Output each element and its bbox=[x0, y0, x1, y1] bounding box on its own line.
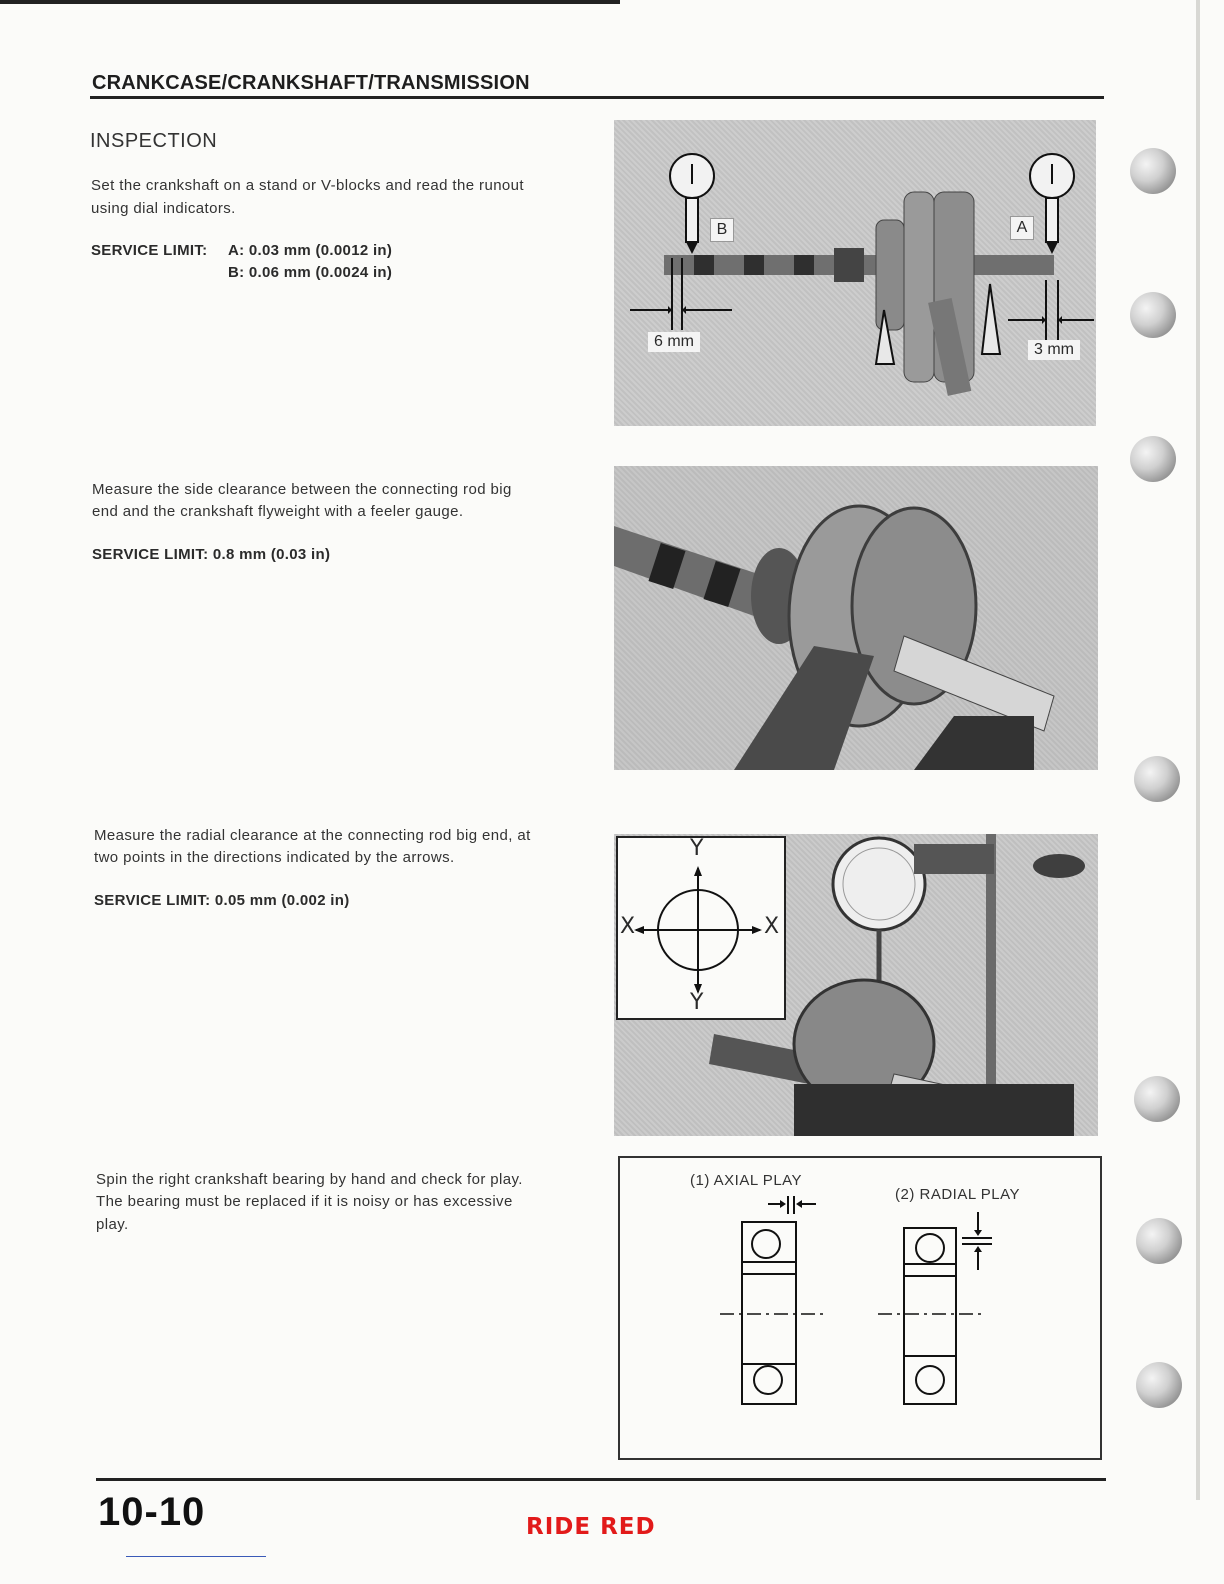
binder-hole bbox=[1130, 436, 1176, 482]
axis-x-left-label: X bbox=[620, 914, 636, 939]
binder-hole bbox=[1134, 756, 1180, 802]
section-header: CRANKCASE/CRANKSHAFT/TRANSMISSION bbox=[92, 72, 530, 94]
binder-hole bbox=[1130, 292, 1176, 338]
radial-clearance-text-line-1: Measure the radial clearance at the connecting rod big end, at bbox=[94, 827, 531, 844]
binder-hole bbox=[1134, 1076, 1180, 1122]
feeler-gauge-photo bbox=[614, 466, 1098, 770]
runout-limit-b: B: 0.06 mm (0.0024 in) bbox=[228, 264, 393, 281]
crankshaft-runout-photo bbox=[614, 120, 1096, 426]
binder-hole bbox=[1136, 1362, 1182, 1408]
crankshaft-runout-illustration bbox=[614, 120, 1096, 426]
axis-y-bottom-label: Y bbox=[690, 990, 704, 1015]
bearing-text-line-3: play. bbox=[96, 1216, 129, 1233]
runout-text-line-2: using dial indicators. bbox=[91, 200, 236, 217]
runout-limit-label: SERVICE LIMIT: bbox=[91, 242, 208, 259]
bearing-text-line-1: Spin the right crankshaft bearing by hand and check for play. bbox=[96, 1171, 523, 1188]
side-clearance-text-line-1: Measure the side clearance between the connecting rod big bbox=[92, 481, 512, 498]
side-clearance-limit: SERVICE LIMIT: 0.8 mm (0.03 in) bbox=[92, 546, 331, 563]
axial-play-label: (1) AXIAL PLAY bbox=[690, 1172, 803, 1189]
side-clearance-text-line-2: end and the crankshaft flyweight with a feeler gauge. bbox=[92, 503, 464, 520]
header-rule bbox=[90, 96, 1104, 99]
bearing-text-line-2: The bearing must be replaced if it is noisy or has excessive bbox=[96, 1193, 513, 1210]
dimension-6mm: 6 mm bbox=[648, 332, 700, 352]
binder-hole bbox=[1136, 1218, 1182, 1264]
runout-text-line-1: Set the crankshaft on a stand or V-blocks and read the runout bbox=[91, 177, 524, 194]
indicator-b-label: B bbox=[710, 218, 734, 242]
indicator-a-label: A bbox=[1010, 216, 1034, 240]
page-edge bbox=[1196, 0, 1200, 1500]
page-number: 10-10 bbox=[98, 1490, 206, 1534]
top-border bbox=[0, 0, 620, 4]
runout-limit-a: A: 0.03 mm (0.0012 in) bbox=[228, 242, 393, 259]
feeler-gauge-illustration bbox=[614, 466, 1098, 770]
bearing-play-illustration bbox=[620, 1158, 1100, 1458]
brand-logo: RIDE RED bbox=[526, 1514, 656, 1540]
bearing-play-diagram bbox=[618, 1156, 1102, 1460]
binder-hole bbox=[1130, 148, 1176, 194]
footer-rule bbox=[96, 1478, 1106, 1481]
dimension-3mm: 3 mm bbox=[1028, 340, 1080, 360]
radial-play-label: (2) RADIAL PLAY bbox=[895, 1186, 1021, 1203]
radial-clearance-text-line-2: two points in the directions indicated by the arrows. bbox=[94, 849, 455, 866]
axis-x-right-label: X bbox=[764, 914, 780, 939]
bottom-link-underline bbox=[126, 1556, 266, 1557]
inspection-heading: INSPECTION bbox=[90, 130, 218, 152]
axis-y-top-label: Y bbox=[690, 836, 704, 861]
radial-clearance-limit: SERVICE LIMIT: 0.05 mm (0.002 in) bbox=[94, 892, 350, 909]
